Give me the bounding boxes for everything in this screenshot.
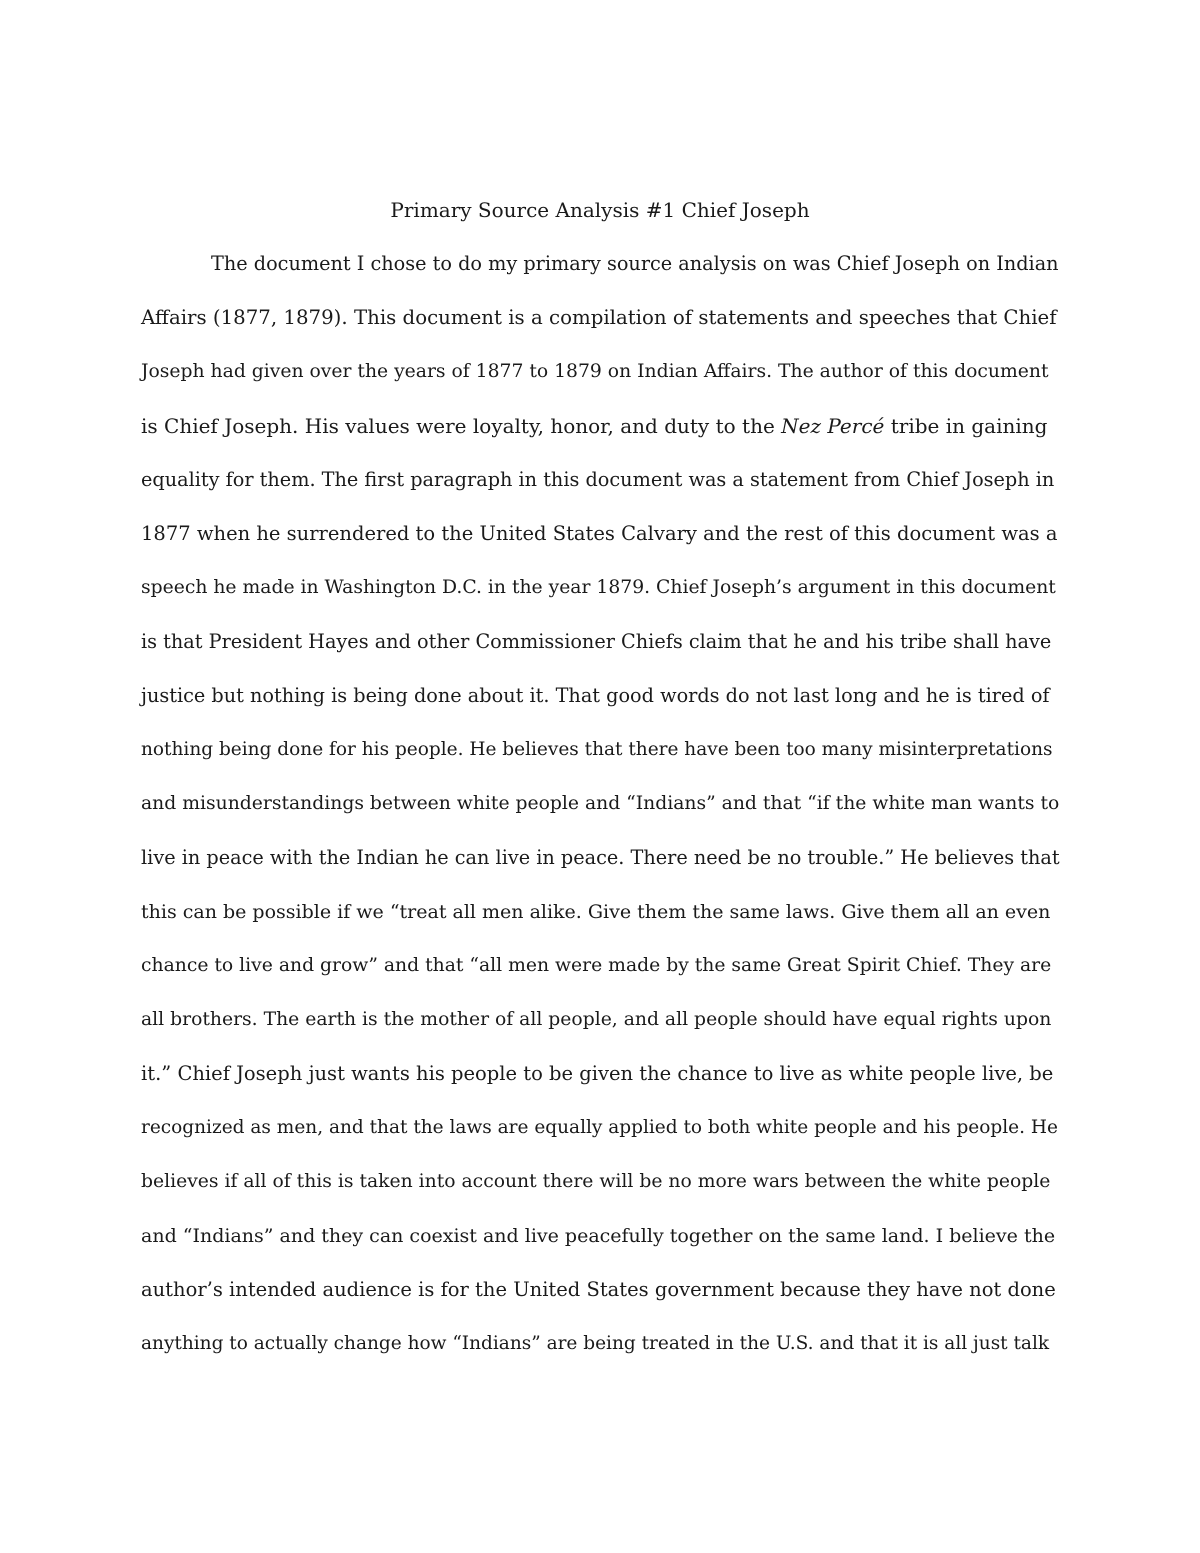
paragraph-line: Joseph had given over the years of 1877 to 1879 on Indian Affairs. The author of this document (141, 361, 1049, 382)
paragraph-line: anything to actually change how “Indians” are being treated in the U.S. and that it is all just talk (141, 1333, 1050, 1354)
paragraph-line: equality for them. The first paragraph in this document was a statement from Chief Joseph in (141, 468, 1055, 491)
paragraph-line-text: is Chief Joseph. His values were loyalty, honor, and duty to the (141, 414, 782, 438)
paragraph-line: author’s intended audience is for the United States government because they have not done (141, 1278, 1056, 1301)
paragraph-line: and misunderstandings between white people and “Indians” and that “if the white man wants to (141, 793, 1060, 814)
paragraph-line: believes if all of this is taken into account there will be no more wars between the white people (141, 1171, 1051, 1192)
paragraph-line: is that President Hayes and other Commissioner Chiefs claim that he and his tribe shall have (141, 630, 1052, 653)
paragraph-line: it.” Chief Joseph just wants his people to be given the chance to live as white people live, be (141, 1062, 1054, 1085)
paragraph-line: speech he made in Washington D.C. in the year 1879. Chief Joseph’s argument in this document (141, 577, 1056, 598)
tribe-name-italic: Nez Percé (781, 414, 885, 438)
paragraph-line: recognized as men, and that the laws are equally applied to both white people and his people. He (141, 1117, 1058, 1138)
paragraph-line: nothing being done for his people. He believes that there have been too many misinterpretations (141, 739, 1053, 760)
paragraph-line: chance to live and grow” and that “all men were made by the same Great Spirit Chief. They are (141, 955, 1052, 976)
paragraph-line-text: tribe in gaining (884, 414, 1048, 438)
document-title: Primary Source Analysis #1 Chief Joseph (390, 198, 810, 222)
paragraph-line: live in peace with the Indian he can live in peace. There need be no trouble.” He believes that (141, 846, 1060, 869)
paragraph-line: and “Indians” and they can coexist and live peacefully together on the same land. I believe the (141, 1225, 1056, 1247)
paragraph-line (141, 412, 1047, 440)
paragraph-line: justice but nothing is being done about it. That good words do not last long and he is tired of (141, 684, 1050, 707)
paragraph-line: The document I chose to do my primary source analysis on was Chief Joseph on Indian (211, 252, 1059, 275)
paragraph-line: all brothers. The earth is the mother of all people, and all people should have equal rights upon (141, 1009, 1052, 1030)
paragraph-line: 1877 when he surrendered to the United States Calvary and the rest of this document was a (141, 522, 1058, 545)
paragraph-line: this can be possible if we “treat all men alike. Give them the same laws. Give them all an even (141, 901, 1051, 923)
paragraph-line: Affairs (1877, 1879). This document is a compilation of statements and speeches that Chief (141, 306, 1057, 329)
